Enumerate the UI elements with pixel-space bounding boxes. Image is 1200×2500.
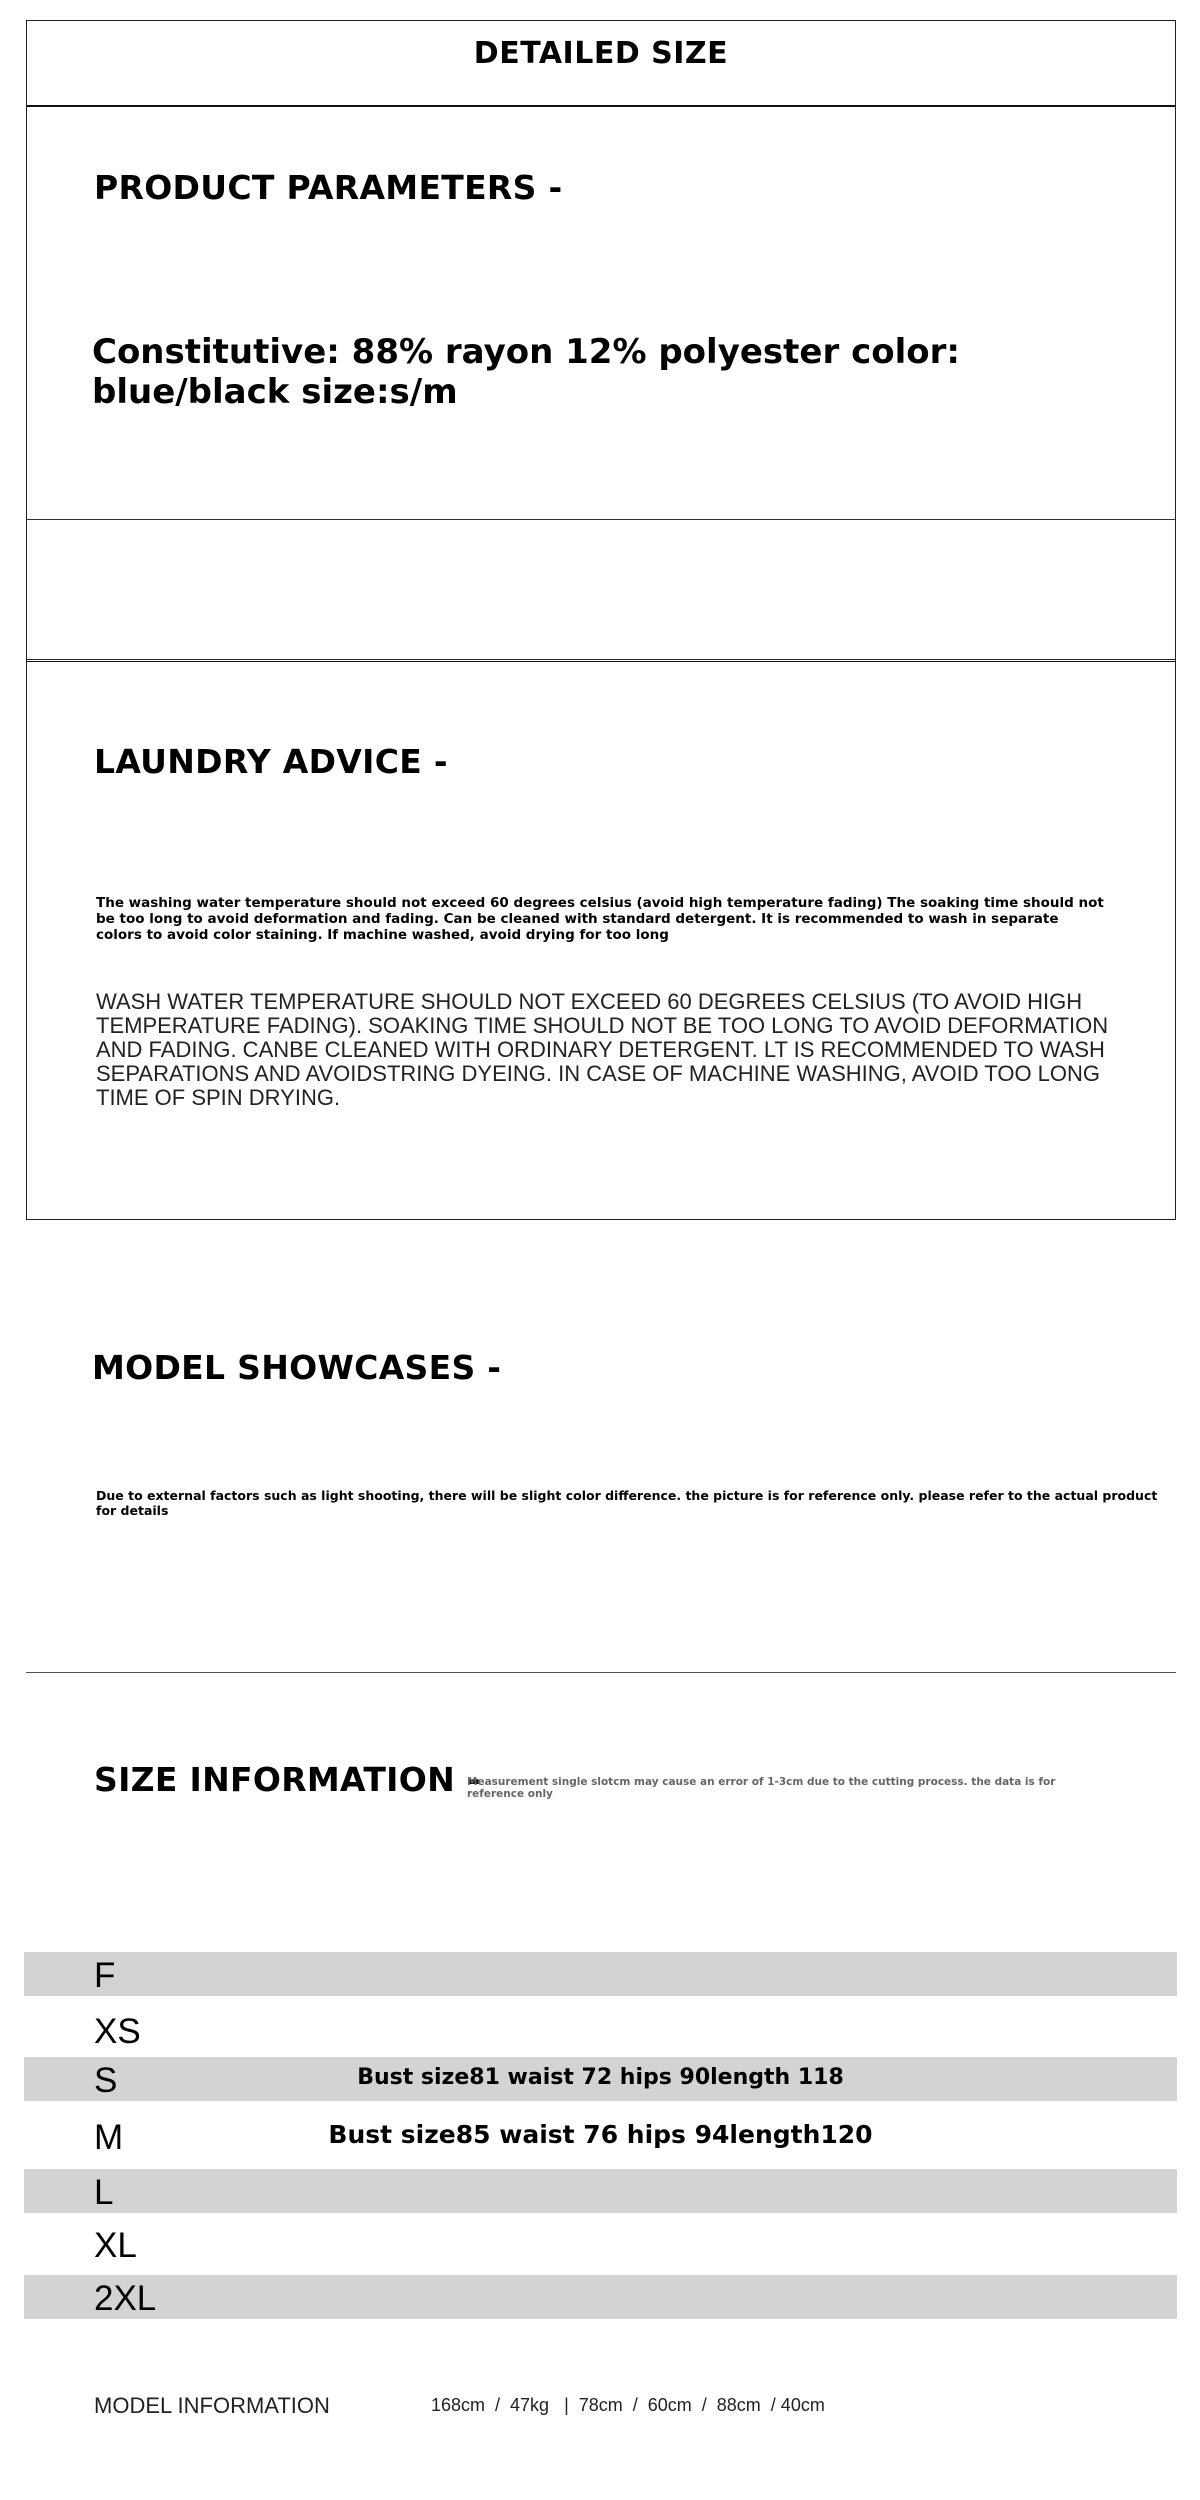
size-label: F (94, 1956, 116, 1995)
size-row-l (24, 2169, 1177, 2213)
size-label: L (94, 2173, 114, 2212)
size-desc: Bust size81 waist 72 hips 90length 118 (357, 2065, 844, 2090)
laundry-advice-caps-text: WASH WATER TEMPERATURE SHOULD NOT EXCEED 60 DEGREES CELSIUS (TO AVOID HIGH TEMPERATURE FADING). SOAKING TIME SHOULD NOT BE TOO LONG TO AVOID DEFORMATION AND FADING. CANBE CLEANED WITH ORDINARY DETERGENT. LT IS RECOMMENDED TO WASH SEPARATIONS AND AVOIDSTRING DYEING. IN CASE OF MACHINE WASHING, AVOID TOO LONG TIME OF SPIN DRYING. (96, 989, 1109, 1110)
size-row-f (24, 1952, 1177, 1996)
laundry-advice-heading: LAUNDRY ADVICE - (94, 742, 448, 781)
showcase-note: Due to external factors such as light shooting, there will be slight color difference. the picture is for reference only. please refer to the actual product for details (96, 1488, 1158, 1518)
section-divider (26, 1672, 1176, 1673)
size-row-xs (24, 2008, 1177, 2052)
model-information-label: MODEL INFORMATION (94, 2393, 330, 2418)
size-label: XS (94, 2012, 141, 2051)
product-parameters-text: Constitutive: 88% rayon 12% polyester color: blue/black size:s/m (92, 332, 960, 412)
size-information-note: Measurement single slotcm may cause an error of 1-3cm due to the cutting process. the data is for reference only (467, 1776, 1056, 1800)
size-label: M (94, 2118, 124, 2157)
model-information-values: 168cm / 47kg | 78cm / 60cm / 88cm / 40cm (431, 2395, 825, 2415)
model-showcases-heading: MODEL SHOWCASES - (92, 1348, 502, 1387)
size-desc: Bust size85 waist 76 hips 94length120 (328, 2120, 873, 2149)
size-row-2xl (24, 2275, 1177, 2319)
size-row-xl (24, 2222, 1177, 2266)
parameters-divider (27, 519, 1175, 520)
size-information-heading: SIZE INFORMATION - (94, 1760, 481, 1799)
page-title: DETAILED SIZE (473, 36, 729, 71)
size-row-s (24, 2057, 1177, 2101)
laundry-advice-text: The washing water temperature should not exceed 60 degrees celsius (avoid high temperature fading) The soaking time should not be too long to avoid deformation and fading. Can be cleaned with standard detergent. It is recommended to wash in separate colors to avoid color staining. If machine washed, avoid drying for too long (96, 895, 1104, 943)
size-label: S (94, 2061, 118, 2100)
size-label: XL (94, 2226, 137, 2265)
product-parameters-heading: PRODUCT PARAMETERS - (94, 168, 563, 207)
size-label: 2XL (94, 2279, 157, 2318)
size-row-m (24, 2114, 1177, 2158)
header-divider (27, 105, 1175, 107)
